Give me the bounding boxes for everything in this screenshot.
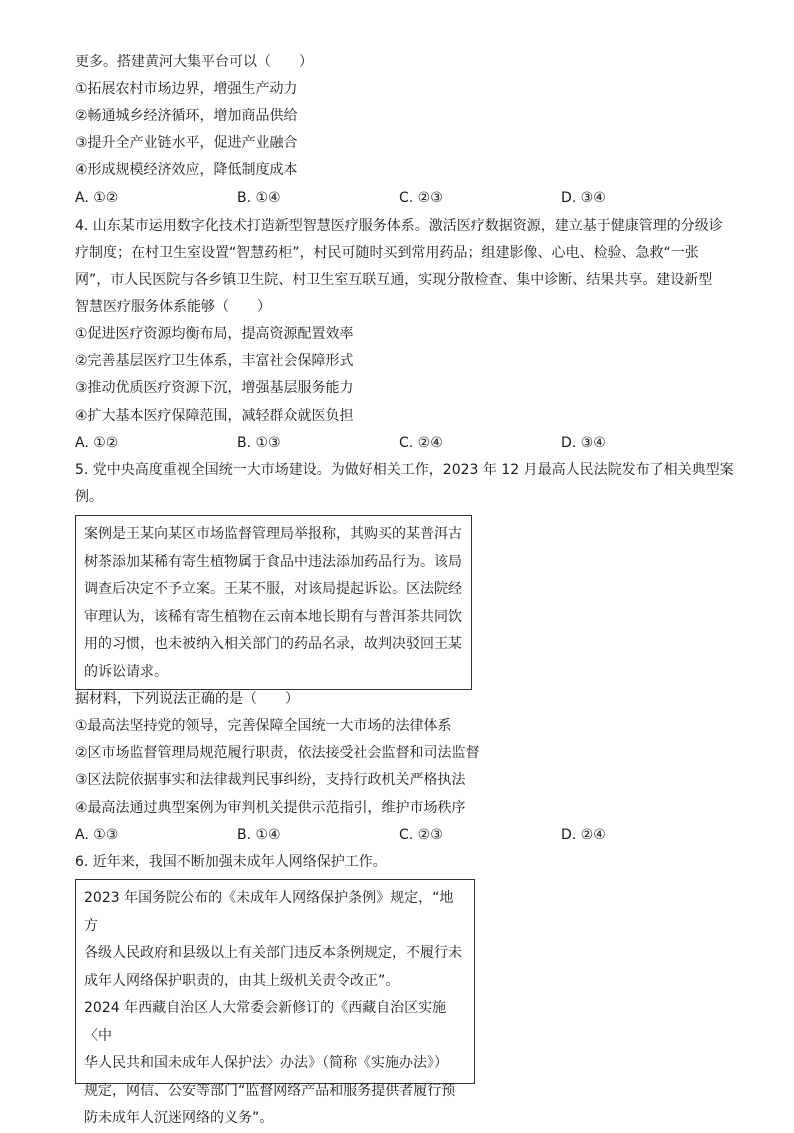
q3-item-1: ①拓展农村市场边界，增强生产动力 (75, 81, 298, 97)
q5-material-line-1: 案例是王某向某区市场监督管理局举报称，其购买的某普洱古 (84, 526, 462, 542)
q5-material-line-6: 的诉讼请求。 (84, 663, 168, 680)
q6-material-line-4: 2024 年西藏自治区人大常委会新修订的《西藏自治区实施〈中 (84, 1000, 447, 1044)
q6-material-line-5: 华人民共和国未成年人保护法〉办法》（简称《实施办法》） (84, 1055, 448, 1071)
q4-options (75, 434, 715, 452)
q3-option-c: C. ②③ (399, 190, 443, 206)
q5-item-4: ④最高法通过典型案例为审判机关提供示范指引，维护市场秩序 (75, 800, 466, 816)
q3-option-a: A. ①② (75, 190, 119, 206)
q5-material-line-4: 审理认为，该稀有寄生植物在云南本地长期有与普洱茶共同饮 (84, 608, 462, 625)
q4-item-3: ③推动优质医疗资源下沉，增强基层服务能力 (75, 380, 354, 396)
q5-option-c: C. ②③ (399, 827, 443, 843)
q4-item-2: ②完善基层医疗卫生体系，丰富社会保障形式 (75, 353, 354, 369)
q5-material-line-2: 树茶添加某稀有寄生植物属于食品中违法添加药品行为。该局 (84, 553, 462, 570)
q5-material-line-5: 用的习惯，也未被纳入相关部门的药品名录，故判决驳回王某 (84, 636, 462, 652)
q4-option-b: B. ①③ (237, 435, 281, 451)
q4-item-4: ④扩大基本医疗保障范围，减轻群众就医负担 (75, 408, 354, 424)
q5-option-b: B. ①④ (237, 827, 281, 843)
q4-option-a: A. ①② (75, 435, 119, 451)
q6-stem: 6. 近年来，我国不断加强未成年人网络保护工作。 (75, 854, 387, 870)
q3-item-3: ③提升全产业链水平，促进产业融合 (75, 135, 298, 151)
q4-option-c: C. ②④ (399, 435, 443, 451)
q5-item-3: ③区法院依据事实和法律裁判民事纠纷，支持行政机关严格执法 (75, 772, 466, 788)
q5-item-2: ②区市场监督管理局规范履行职责，依法接受社会监督和司法监督 (75, 745, 480, 761)
q3-option-d: D. ③④ (561, 190, 606, 206)
q5-stem-line-1: 5. 党中央高度重视全国统一大市场建设。为做好相关工作，2023 年 12 月最高人民法院发布了相关典型案 (75, 462, 734, 478)
q6-material-line-2: 各级人民政府和县级以上有关部门违反本条例规定，不履行未 (84, 945, 462, 961)
q3-options (75, 189, 715, 207)
q5-option-d: D. ②④ (561, 827, 606, 843)
q4-item-1: ①促进医疗资源均衡布局，提高资源配置效率 (75, 326, 354, 342)
q5-option-a: A. ①③ (75, 827, 119, 843)
q4-stem-line-1: 4. 山东某市运用数字化技术打造新型智慧医疗服务体系。激活医疗数据资源，建立基于健康管理的分级诊 (75, 218, 723, 234)
q5-item-1: ①最高法坚持党的领导，完善保障全国统一大市场的法律体系 (75, 718, 452, 734)
q4-stem-line-4: 智慧医疗服务体系能够（ ） (75, 299, 271, 315)
q5-question: 据材料，下列说法正确的是（ ） (75, 691, 299, 707)
q5-material-line-3: 调查后决定不予立案。王某不服，对该局提起诉讼。区法院经 (84, 581, 462, 597)
q4-option-d: D. ③④ (561, 435, 606, 451)
q6-material-box (75, 879, 475, 1126)
q5-material-box (75, 515, 472, 690)
q3-option-b: B. ①④ (237, 190, 281, 206)
q4-stem-line-3: 网”，市人民医院与各乡镇卫生院、村卫生室互联互通，实现分散检查、集中诊断、结果共享。建设新型 (75, 272, 713, 288)
q6-material-line-1: 2023 年国务院公布的《未成年人网络保护条例》规定，“地方 (84, 890, 454, 934)
q4-stem-line-2: 疗制度；在村卫生室设置“智慧药柜”，村民可随时买到常用药品；组建影像、心电、检验、急救“一张 (75, 245, 699, 261)
q5-stem-line-2: 例。 (75, 489, 103, 505)
q6-material-line-6: 规定，网信、公安等部门“监督网络产品和服务提供者履行预 (84, 1082, 456, 1099)
q3-stem-tail: 更多。搭建黄河大集平台可以（ ） (75, 54, 313, 70)
q5-options (75, 826, 715, 844)
q6-material-line-7: 防未成年人沉迷网络的义务”。 (84, 1110, 274, 1126)
q6-material-line-3: 成年人网络保护职责的，由其上级机关责令改正”。 (84, 972, 400, 989)
q3-item-2: ②畅通城乡经济循环，增加商品供给 (75, 108, 298, 124)
q3-item-4: ④形成规模经济效应，降低制度成本 (75, 162, 298, 178)
